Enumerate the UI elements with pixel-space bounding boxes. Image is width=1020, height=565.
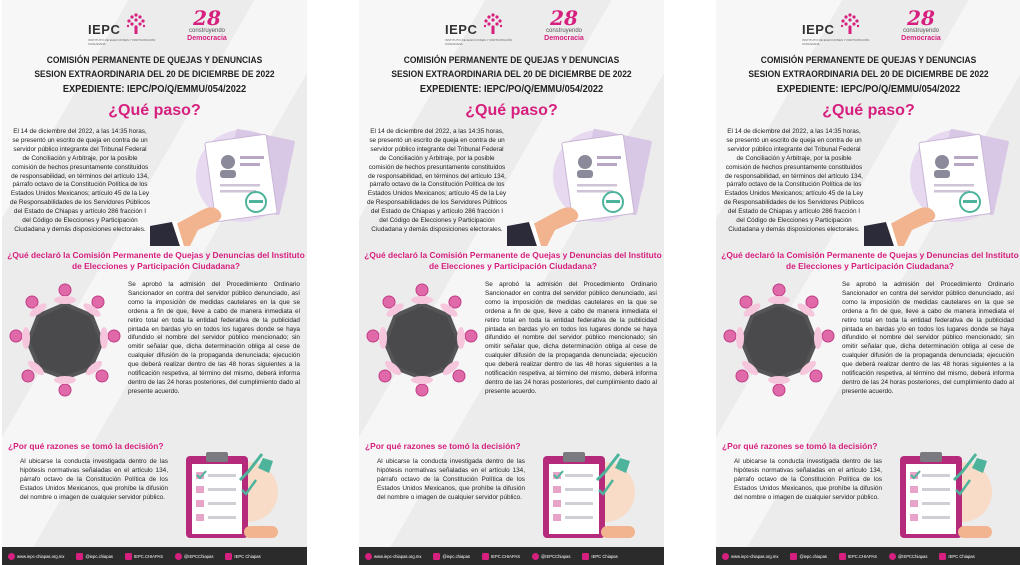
iepc-logo bbox=[88, 12, 168, 46]
footer-bar bbox=[716, 547, 1020, 565]
iepc-logo-text: IEPC bbox=[802, 22, 835, 37]
clipboard-illustration bbox=[539, 450, 639, 542]
anniversary-sub2: Democracia bbox=[901, 35, 941, 42]
facebook-icon bbox=[125, 553, 132, 560]
twitter-icon bbox=[889, 553, 896, 560]
iepc-logo-text: IEPC bbox=[88, 22, 121, 37]
anniversary-sub2: Democracia bbox=[544, 35, 584, 42]
iepc-logo-text: IEPC bbox=[445, 22, 478, 37]
footer-facebook-text: IEPC.CHIAPAS bbox=[134, 553, 164, 559]
what-happened-title: ¿Qué paso? bbox=[108, 102, 201, 119]
header-commission: COMISIÓN PERMANENTE DE QUEJAS Y DENUNCIAS bbox=[760, 55, 977, 66]
anniversary-logo bbox=[182, 8, 232, 48]
footer-instagram-text: @iepc.chiapas bbox=[85, 553, 114, 559]
documents-illustration bbox=[150, 126, 300, 246]
header-session: SESION EXTRAORDINARIA DEL 20 DE DICIEMRBE DE 2022 bbox=[391, 69, 632, 80]
anniversary-sub1: construyendo bbox=[545, 28, 583, 34]
iepc-dots-icon bbox=[836, 12, 864, 34]
anniversary-logo bbox=[539, 8, 589, 48]
documents-illustration bbox=[864, 126, 1014, 246]
declared-text: Se aprobó la admisión del Procedimiento Ordinario Sancionador en contra del servidor público denunciado, así como la imposición de medidas cautelares en la que se ordena a fin de que, lleve a cabo de manera inmediata el retiro total en toda la entidad federativa de la publicidad pintada en bardas y/o en todos los lugares donde se haya difundido el nombre del servidor público mencionado; sin omitir señalar que, dicha determinación obliga al cese de cualquier difusión de la propaganda denunciada; ejecución que deberá realizar dentro de las 48 horas siguientes a la notificación respetiva, al término del mismo, deberá informa dentro de las 24 horas posteriores, del cumplimiento dado al presente acuerdo. bbox=[128, 281, 300, 395]
declared-title: ¿Qué declaró la Comisión Permanente de Quejas y Denuncias del Instituto de Elecciones y Participación Ciudadana? bbox=[7, 250, 305, 271]
what-happened-text: El 14 de diciembre del 2022, a las 14:35 horas, se presentó un escrito de queja en contra de un servidor público integrante del Tribunal Federal de Conciliación y Arbitraje, por la posible comisión de hechos presuntamente constituidos de responsabilidad, en términos del artículo 134, párrafo octavo de la Constitución Política de los Estados Unidos Mexicanos; artículo 45 de la Ley de Responsabilidades de los Servidores Públicos del Estado de Chiapas y artículo 286 fracción I del Código de Elecciones y Participación Ciudadana y demás disposiciones electorales. bbox=[724, 128, 864, 233]
header-block bbox=[359, 54, 664, 96]
footer-instagram[interactable] bbox=[433, 553, 470, 560]
footer-website-text: www.iepc-chiapas.org.mx bbox=[17, 553, 65, 559]
footer-website-text: www.iepc-chiapas.org.mx bbox=[374, 553, 422, 559]
anniversary-sub1: construyendo bbox=[902, 28, 940, 34]
instagram-icon bbox=[790, 553, 797, 560]
what-happened-text: El 14 de diciembre del 2022, a las 14:35 horas, se presentó un escrito de queja en contra de un servidor público integrante del Tribunal Federal de Conciliación y Arbitraje, por la posible comisión de hechos presuntamente constituidos de responsabilidad, en términos del artículo 134, párrafo octavo de la Constitución Política de los Estados Unidos Mexicanos; artículo 45 de la Ley de Responsabilidades de los Servidores Públicos del Estado de Chiapas y artículo 286 fracción I del Código de Elecciones y Participación Ciudadana y demás disposiciones electorales. bbox=[367, 128, 507, 233]
footer-bar bbox=[359, 547, 664, 565]
anniversary-logo bbox=[896, 8, 946, 48]
meeting-table-illustration bbox=[363, 280, 481, 398]
footer-facebook-text: IEPC.CHIAPAS bbox=[848, 553, 878, 559]
footer-youtube-text: IEPC Chiapas bbox=[234, 553, 261, 559]
anniversary-number: 28 bbox=[907, 6, 935, 30]
infographic-panel bbox=[359, 0, 664, 565]
anniversary-sub1: construyendo bbox=[188, 28, 226, 34]
instagram-icon bbox=[76, 553, 83, 560]
what-happened-text: El 14 de diciembre del 2022, a las 14:35 horas, se presentó un escrito de queja en contra de un servidor público integrante del Tribunal Federal de Conciliación y Arbitraje, por la posible comisión de hechos presuntamente constituidos de responsabilidad, en términos del artículo 134, párrafo octavo de la Constitución Política de los Estados Unidos Mexicanos; artículo 45 de la Ley de Responsabilidades de los Servidores Públicos del Estado de Chiapas y artículo 286 fracción I del Código de Elecciones y Participación Ciudadana y demás disposiciones electorales. bbox=[10, 128, 150, 233]
infographic-panel bbox=[716, 0, 1020, 565]
infographic-panel bbox=[2, 0, 307, 565]
header-file-number: EXPEDIENTE: IEPC/PO/Q/EMMU/054/2022 bbox=[419, 83, 604, 95]
logos-bar bbox=[2, 8, 307, 50]
iepc-dots-icon bbox=[122, 12, 150, 34]
footer-facebook[interactable] bbox=[125, 553, 163, 560]
clipboard-illustration bbox=[896, 450, 996, 542]
globe-icon bbox=[722, 553, 729, 560]
logos-bar bbox=[716, 8, 1020, 50]
header-file-number: EXPEDIENTE: IEPC/PO/Q/EMMU/054/2022 bbox=[776, 83, 961, 95]
meeting-table-illustration bbox=[720, 280, 838, 398]
reasons-text: Al ubicarse la conducta investigada dentro de las hipótesis normativas señaladas en el artículo 134, párrafo octavo de la Constitución Política de los Estados Unidos Mexicanos, que prohíbe la difusión del nombre o imagen de cualquier servidor público. bbox=[377, 458, 525, 501]
footer-website[interactable] bbox=[8, 553, 64, 560]
footer-facebook[interactable] bbox=[839, 553, 877, 560]
footer-twitter-text: @IEPCChiapas bbox=[184, 553, 214, 559]
footer-youtube[interactable] bbox=[939, 553, 974, 560]
footer-instagram[interactable] bbox=[76, 553, 113, 560]
reasons-title: ¿Por qué razones se tomó la decisión? bbox=[365, 441, 521, 451]
footer-facebook[interactable] bbox=[482, 553, 520, 560]
footer-facebook-text: IEPC.CHIAPAS bbox=[491, 553, 521, 559]
footer-youtube-text: IEPC Chiapas bbox=[591, 553, 618, 559]
footer-youtube[interactable] bbox=[225, 553, 260, 560]
globe-icon bbox=[365, 553, 372, 560]
header-commission: COMISIÓN PERMANENTE DE QUEJAS Y DENUNCIAS bbox=[46, 55, 263, 66]
header-file-number: EXPEDIENTE: IEPC/PO/Q/EMMU/054/2022 bbox=[62, 83, 247, 95]
header-block bbox=[716, 54, 1020, 96]
reasons-text: Al ubicarse la conducta investigada dentro de las hipótesis normativas señaladas en el artículo 134, párrafo octavo de la Constitución Política de los Estados Unidos Mexicanos, que prohíbe la difusión del nombre o imagen de cualquier servidor público. bbox=[734, 458, 882, 501]
anniversary-number: 28 bbox=[550, 6, 578, 30]
footer-twitter-text: @IEPCChiapas bbox=[541, 553, 571, 559]
anniversary-number: 28 bbox=[193, 6, 221, 30]
iepc-logo bbox=[802, 12, 882, 46]
footer-website[interactable] bbox=[365, 553, 421, 560]
twitter-icon bbox=[175, 553, 182, 560]
header-session: SESION EXTRAORDINARIA DEL 20 DE DICIEMRBE DE 2022 bbox=[34, 69, 275, 80]
declared-text: Se aprobó la admisión del Procedimiento Ordinario Sancionador en contra del servidor público denunciado, así como la imposición de medidas cautelares en la que se ordena a fin de que, lleve a cabo de manera inmediata el retiro total en toda la entidad federativa de la publicidad pintada en bardas y/o en todos los lugares donde se haya difundido el nombre del servidor público mencionado; sin omitir señalar que, dicha determinación obliga al cese de cualquier difusión de la propaganda denunciada; ejecución que deberá realizar dentro de las 48 horas siguientes a la notificación respetiva, al término del mismo, deberá informa dentro de las 24 horas posteriores, del cumplimiento dado al presente acuerdo. bbox=[485, 281, 657, 395]
footer-twitter[interactable] bbox=[889, 553, 927, 560]
youtube-icon bbox=[225, 553, 232, 560]
footer-website-text: www.iepc-chiapas.org.mx bbox=[731, 553, 779, 559]
what-happened-title: ¿Qué paso? bbox=[822, 102, 915, 119]
what-happened-title: ¿Qué paso? bbox=[465, 102, 558, 119]
footer-youtube-text: IEPC Chiapas bbox=[948, 553, 975, 559]
iepc-logo-subtitle: INSTITUTO DE ELECCIONES Y PARTICIPACIÓN CIUDADANA bbox=[445, 38, 513, 46]
footer-instagram[interactable] bbox=[790, 553, 827, 560]
facebook-icon bbox=[482, 553, 489, 560]
header-commission: COMISIÓN PERMANENTE DE QUEJAS Y DENUNCIAS bbox=[403, 55, 620, 66]
documents-illustration bbox=[507, 126, 657, 246]
facebook-icon bbox=[839, 553, 846, 560]
reasons-title: ¿Por qué razones se tomó la decisión? bbox=[8, 441, 164, 451]
footer-instagram-text: @iepc.chiapas bbox=[799, 553, 828, 559]
iepc-logo-subtitle: INSTITUTO DE ELECCIONES Y PARTICIPACIÓN CIUDADANA bbox=[88, 38, 156, 46]
footer-twitter[interactable] bbox=[532, 553, 570, 560]
logos-bar bbox=[359, 8, 664, 50]
youtube-icon bbox=[939, 553, 946, 560]
meeting-table-illustration bbox=[6, 280, 124, 398]
footer-twitter[interactable] bbox=[175, 553, 213, 560]
reasons-text: Al ubicarse la conducta investigada dentro de las hipótesis normativas señaladas en el artículo 134, párrafo octavo de la Constitución Política de los Estados Unidos Mexicanos, que prohíbe la difusión del nombre o imagen de cualquier servidor público. bbox=[20, 458, 168, 501]
footer-bar bbox=[2, 547, 307, 565]
iepc-dots-icon bbox=[479, 12, 507, 34]
youtube-icon bbox=[582, 553, 589, 560]
footer-twitter-text: @IEPCChiapas bbox=[898, 553, 928, 559]
instagram-icon bbox=[433, 553, 440, 560]
reasons-title: ¿Por qué razones se tomó la decisión? bbox=[722, 441, 878, 451]
declared-text: Se aprobó la admisión del Procedimiento Ordinario Sancionador en contra del servidor público denunciado, así como la imposición de medidas cautelares en la que se ordena a fin de que, lleve a cabo de manera inmediata el retiro total en toda la entidad federativa de la publicidad pintada en bardas y/o en todos los lugares donde se haya difundido el nombre del servidor público mencionado; sin omitir señalar que, dicha determinación obliga al cese de cualquier difusión de la propaganda denunciada; ejecución que deberá realizar dentro de las 48 horas siguientes a la notificación respetiva, al término del mismo, deberá informa dentro de las 24 horas posteriores, del cumplimiento dado al presente acuerdo. bbox=[842, 281, 1014, 395]
iepc-logo-subtitle: INSTITUTO DE ELECCIONES Y PARTICIPACIÓN CIUDADANA bbox=[802, 38, 870, 46]
header-session: SESION EXTRAORDINARIA DEL 20 DE DICIEMRBE DE 2022 bbox=[748, 69, 989, 80]
anniversary-sub2: Democracia bbox=[187, 35, 227, 42]
declared-title: ¿Qué declaró la Comisión Permanente de Quejas y Denuncias del Instituto de Elecciones y Participación Ciudadana? bbox=[364, 250, 662, 271]
twitter-icon bbox=[532, 553, 539, 560]
iepc-logo bbox=[445, 12, 525, 46]
header-block bbox=[2, 54, 307, 96]
globe-icon bbox=[8, 553, 15, 560]
declared-title: ¿Qué declaró la Comisión Permanente de Quejas y Denuncias del Instituto de Elecciones y Participación Ciudadana? bbox=[721, 250, 1019, 271]
footer-youtube[interactable] bbox=[582, 553, 617, 560]
clipboard-illustration bbox=[182, 450, 282, 542]
footer-website[interactable] bbox=[722, 553, 778, 560]
footer-instagram-text: @iepc.chiapas bbox=[442, 553, 471, 559]
